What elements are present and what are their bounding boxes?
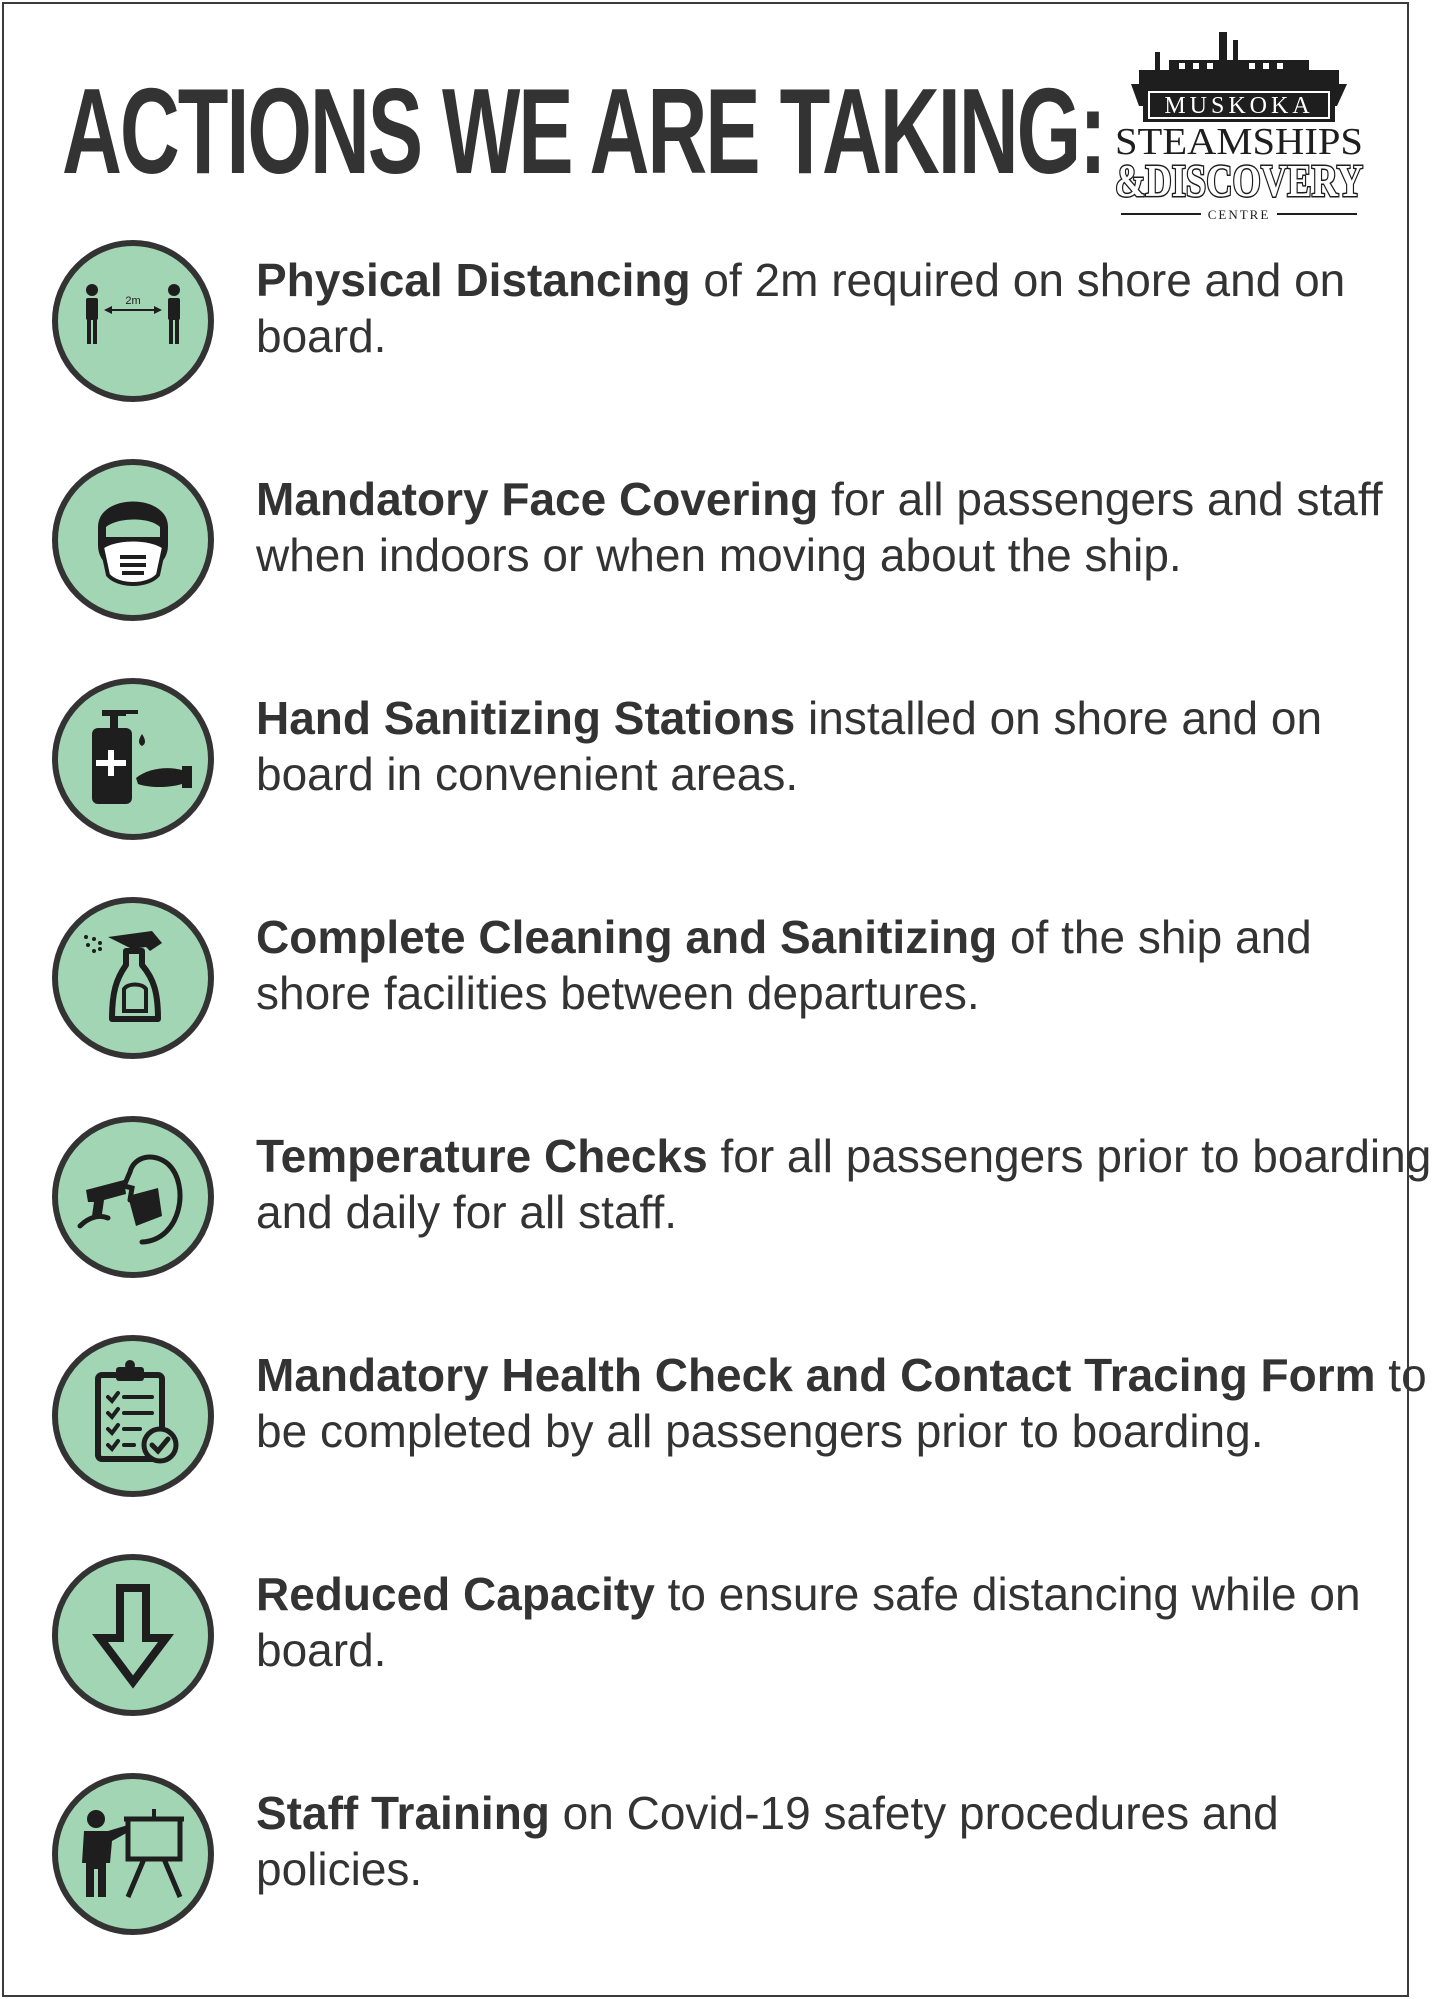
item-description: of 2m required on shore and on board.: [256, 254, 1346, 362]
item-heading: Temperature Checks: [256, 1130, 708, 1182]
list-item: [52, 1116, 1432, 1286]
item-heading: Staff Training: [256, 1787, 550, 1839]
list-item: [52, 1554, 1382, 1724]
item-heading: Reduced Capacity: [256, 1568, 655, 1620]
item-description: on Covid-19 safety procedures and policies.: [256, 1787, 1279, 1895]
item-heading: Hand Sanitizing Stations: [256, 692, 796, 744]
logo-text-centre: CENTRE: [1207, 207, 1271, 222]
staff-training-icon: [52, 1773, 214, 1935]
logo-text-steamships: STEAMSHIPS: [1115, 121, 1363, 163]
item-text: [256, 1128, 1436, 1240]
spray-bottle-icon: [52, 897, 214, 1059]
item-text: [256, 1566, 1436, 1678]
item-description: for all passengers and staff when indoors or when moving about the ship.: [256, 473, 1383, 581]
item-heading: Mandatory Health Check and Contact Tracing Form: [256, 1349, 1376, 1401]
distance-label: 2m: [125, 295, 141, 307]
clipboard-checklist-icon: [52, 1335, 214, 1497]
logo-text-discovery: &DISCOVERY: [1115, 155, 1363, 206]
thermometer-check-icon: [52, 1116, 214, 1278]
face-mask-icon: [52, 459, 214, 621]
list-item: [52, 897, 1382, 1067]
item-description: for all passengers prior to boarding and daily for all staff.: [256, 1130, 1432, 1238]
item-text: [256, 909, 1436, 1021]
item-text: [256, 1347, 1436, 1459]
item-text: [256, 471, 1436, 583]
muskoka-steamships-logo: [1109, 30, 1369, 226]
item-description: to be completed by all passengers prior to boarding.: [256, 1349, 1427, 1457]
item-description: to ensure safe distancing while on board.: [256, 1568, 1361, 1676]
logo-text-muskoka: MUSKOKA: [1164, 93, 1314, 119]
item-description: of the ship and shore facilities between departures.: [256, 911, 1312, 1019]
list-item: [52, 1773, 1382, 1943]
list-item: [52, 1335, 1427, 1505]
item-description: installed on shore and on board in convenient areas.: [256, 692, 1323, 800]
list-item: [52, 678, 1382, 848]
down-arrow-icon: [52, 1554, 214, 1716]
hand-sanitizer-icon: [52, 678, 214, 840]
item-text: [256, 252, 1436, 364]
page-title: ACTIONS WE ARE TAKING:: [62, 63, 1105, 199]
list-item: [52, 240, 1382, 410]
item-heading: Complete Cleaning and Sanitizing: [256, 911, 998, 963]
item-text: [256, 1785, 1436, 1897]
item-heading: Mandatory Face Covering: [256, 473, 819, 525]
item-heading: Physical Distancing: [256, 254, 691, 306]
poster: [2, 2, 1432, 1997]
physical-distancing-icon: [52, 240, 214, 402]
item-text: [256, 690, 1436, 802]
list-item: [52, 459, 1382, 629]
